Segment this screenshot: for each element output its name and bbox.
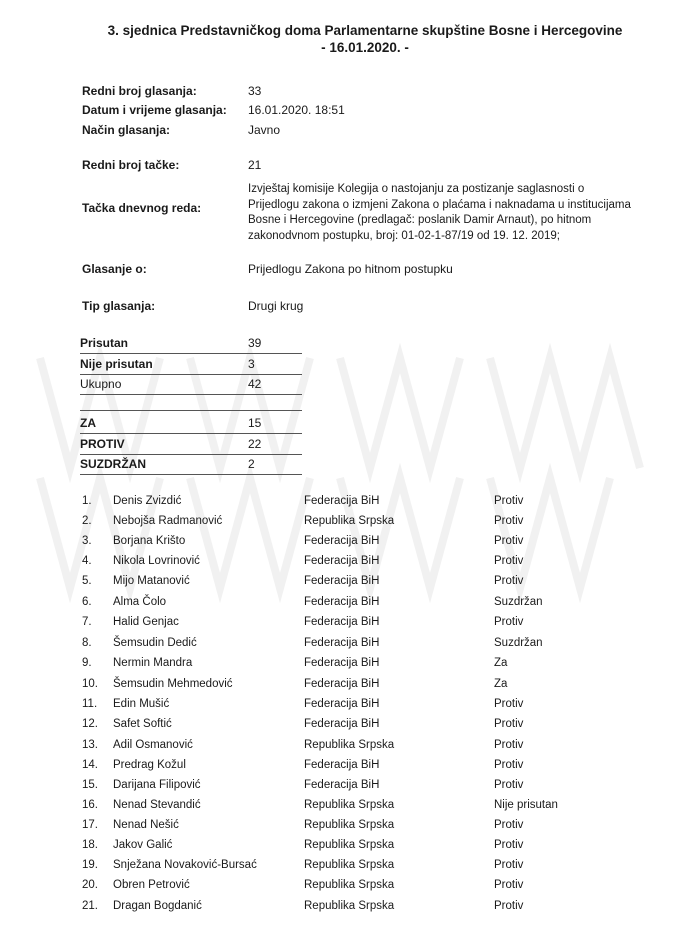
- member-entity: Federacija BiH: [304, 616, 380, 628]
- member-name: Dragan Bogdanić: [113, 900, 202, 912]
- row-number: 6.: [82, 596, 92, 608]
- member-name: Borjana Krišto: [113, 535, 186, 547]
- count-value: 15: [248, 416, 262, 430]
- count-label: ZA: [80, 416, 96, 430]
- member-name: Safet Softić: [113, 718, 172, 730]
- table-row: [82, 779, 602, 799]
- row-number: 21.: [82, 900, 98, 912]
- meta-label: Datum i vrijeme glasanja:: [82, 103, 227, 117]
- row-number: 13.: [82, 739, 98, 751]
- row-number: 2.: [82, 515, 92, 527]
- row-number: 17.: [82, 819, 98, 831]
- member-vote: Protiv: [494, 839, 524, 851]
- member-name: Alma Čolo: [113, 596, 167, 608]
- result-za: [80, 413, 302, 434]
- attendance-absent: [80, 354, 302, 375]
- row-number: 20.: [82, 879, 98, 891]
- table-row: [82, 759, 602, 779]
- table-row: [82, 819, 602, 839]
- agenda-line: zakonodvnom postupku, broj: 01-02-1-87/19 od 19. 12. 2019;: [248, 229, 560, 242]
- member-entity: Federacija BiH: [304, 779, 380, 791]
- table-row: [82, 616, 602, 636]
- meta-value: Drugi krug: [248, 299, 304, 313]
- member-entity: Federacija BiH: [304, 759, 380, 771]
- row-number: 5.: [82, 575, 92, 587]
- table-row: [82, 698, 602, 718]
- table-row: [82, 879, 602, 899]
- table-row: [82, 515, 602, 535]
- member-entity: Republika Srpska: [304, 859, 395, 871]
- member-vote: Protiv: [494, 718, 524, 730]
- row-number: 8.: [82, 637, 92, 649]
- meta-label: Tačka dnevnog reda:: [82, 201, 202, 215]
- table-row: [82, 739, 602, 759]
- meta-label: Glasanje o:: [82, 262, 147, 276]
- member-name: Nenad Nešić: [113, 819, 179, 831]
- count-value: 2: [248, 457, 255, 471]
- row-number: 14.: [82, 759, 98, 771]
- meta-value: Prijedlogu Zakona po hitnom postupku: [248, 262, 453, 276]
- count-value: 42: [248, 377, 262, 391]
- member-vote: Protiv: [494, 759, 524, 771]
- meta-value: Javno: [248, 123, 281, 137]
- agenda-line: Izvještaj komisije Kolegija o nastojanju za postizanje saglasnosti o: [248, 183, 585, 195]
- meta-label: Redni broj glasanja:: [82, 84, 197, 98]
- separator-row: [80, 392, 302, 411]
- meta-value: 33: [248, 84, 262, 98]
- member-name: Snježana Novaković-Bursać: [113, 859, 257, 871]
- table-row: [82, 657, 602, 677]
- member-name: Darijana Filipović: [113, 779, 201, 791]
- count-value: 3: [248, 357, 255, 371]
- member-name: Adil Osmanović: [113, 739, 193, 751]
- member-entity: Republika Srpska: [304, 839, 395, 851]
- member-vote: Protiv: [494, 859, 524, 871]
- table-row: [82, 555, 602, 575]
- member-entity: Federacija BiH: [304, 575, 380, 587]
- member-vote: Protiv: [494, 495, 524, 507]
- table-row: [82, 718, 602, 738]
- row-number: 15.: [82, 779, 98, 791]
- count-label: Prisutan: [80, 336, 129, 350]
- table-row: [82, 495, 602, 515]
- member-name: Mijo Matanović: [113, 575, 190, 587]
- member-vote: Protiv: [494, 879, 524, 891]
- table-row: [82, 637, 602, 657]
- member-vote: Protiv: [494, 535, 524, 547]
- member-vote: Protiv: [494, 779, 524, 791]
- member-entity: Republika Srpska: [304, 739, 395, 751]
- meta-label: Tip glasanja:: [82, 299, 156, 313]
- row-number: 10.: [82, 678, 98, 690]
- member-vote: Za: [494, 657, 508, 669]
- member-name: Edin Mušić: [113, 698, 170, 710]
- meta-value: 16.01.2020. 18:51: [248, 103, 345, 117]
- member-entity: Federacija BiH: [304, 718, 380, 730]
- member-vote: Nije prisutan: [494, 799, 558, 811]
- row-number: 19.: [82, 859, 98, 871]
- member-entity: Federacija BiH: [304, 555, 380, 567]
- member-name: Halid Genjac: [113, 616, 179, 628]
- agenda-item-text: [248, 182, 668, 244]
- title-line-2: - 16.01.2020. -: [321, 40, 409, 55]
- table-row: [82, 678, 602, 698]
- row-number: 11.: [82, 698, 98, 710]
- row-number: 4.: [82, 555, 92, 567]
- member-name: Nermin Mandra: [113, 657, 193, 669]
- table-row: [82, 535, 602, 555]
- result-protiv: [80, 434, 302, 455]
- member-name: Denis Zvizdić: [113, 495, 182, 507]
- member-name: Nikola Lovrinović: [113, 555, 200, 567]
- count-value: 39: [248, 336, 262, 350]
- count-label: Nije prisutan: [80, 357, 153, 371]
- member-entity: Federacija BiH: [304, 657, 380, 669]
- member-name: Nenad Stevandić: [113, 799, 201, 811]
- document-title: [40, 22, 690, 56]
- member-entity: Federacija BiH: [304, 535, 380, 547]
- member-entity: Federacija BiH: [304, 637, 380, 649]
- member-entity: Republika Srpska: [304, 819, 395, 831]
- member-entity: Republika Srpska: [304, 799, 395, 811]
- member-entity: Federacija BiH: [304, 495, 380, 507]
- table-row: [82, 839, 602, 859]
- member-entity: Federacija BiH: [304, 678, 380, 690]
- member-vote: Protiv: [494, 739, 524, 751]
- row-number: 1.: [82, 495, 92, 507]
- count-label: SUZDRŽAN: [80, 457, 146, 471]
- member-vote: Protiv: [494, 900, 524, 912]
- row-number: 9.: [82, 657, 92, 669]
- member-vote: Za: [494, 678, 508, 690]
- member-entity: Republika Srpska: [304, 879, 395, 891]
- count-label: PROTIV: [80, 437, 125, 451]
- member-entity: Republika Srpska: [304, 900, 395, 912]
- row-number: 12.: [82, 718, 98, 730]
- member-vote: Protiv: [494, 575, 524, 587]
- table-row: [82, 596, 602, 616]
- member-vote: Protiv: [494, 555, 524, 567]
- member-vote: Suzdržan: [494, 596, 543, 608]
- meta-label: Način glasanja:: [82, 123, 171, 137]
- member-vote: Protiv: [494, 515, 524, 527]
- member-entity: Federacija BiH: [304, 596, 380, 608]
- member-vote: Protiv: [494, 819, 524, 831]
- table-row: [82, 575, 602, 595]
- result-suzdrzan: [80, 454, 302, 475]
- count-value: 22: [248, 437, 262, 451]
- member-vote: Protiv: [494, 616, 524, 628]
- count-label: Ukupno: [80, 377, 122, 391]
- agenda-line: Bosne i Hercegovine (predlagač: poslanik Damir Arnaut), po hitnom: [248, 214, 592, 226]
- member-entity: Federacija BiH: [304, 698, 380, 710]
- meta-label: Redni broj tačke:: [82, 158, 180, 172]
- meta-value: 21: [248, 158, 262, 172]
- member-name: Predrag Kožul: [113, 759, 186, 771]
- row-number: 7.: [82, 616, 92, 628]
- member-name: Jakov Galić: [113, 839, 173, 851]
- member-vote: Suzdržan: [494, 637, 543, 649]
- table-row: [82, 799, 602, 819]
- member-vote: Protiv: [494, 698, 524, 710]
- row-number: 16.: [82, 799, 98, 811]
- row-number: 3.: [82, 535, 92, 547]
- agenda-line: Prijedlogu zakona o izmjeni Zakona o plaćama i naknadama u institucijama: [248, 198, 631, 211]
- member-entity: Republika Srpska: [304, 515, 395, 527]
- member-name: Obren Petrović: [113, 879, 190, 891]
- member-name: Šemsudin Dedić: [113, 637, 197, 649]
- member-name: Šemsudin Mehmedović: [113, 678, 233, 690]
- title-line-1: 3. sjednica Predstavničkog doma Parlamentarne skupštine Bosne i Hercegovine: [107, 23, 623, 38]
- table-row: [82, 859, 602, 879]
- row-number: 18.: [82, 839, 98, 851]
- attendance-present: [80, 333, 302, 354]
- table-row: [82, 900, 602, 920]
- member-name: Nebojša Radmanović: [113, 515, 223, 527]
